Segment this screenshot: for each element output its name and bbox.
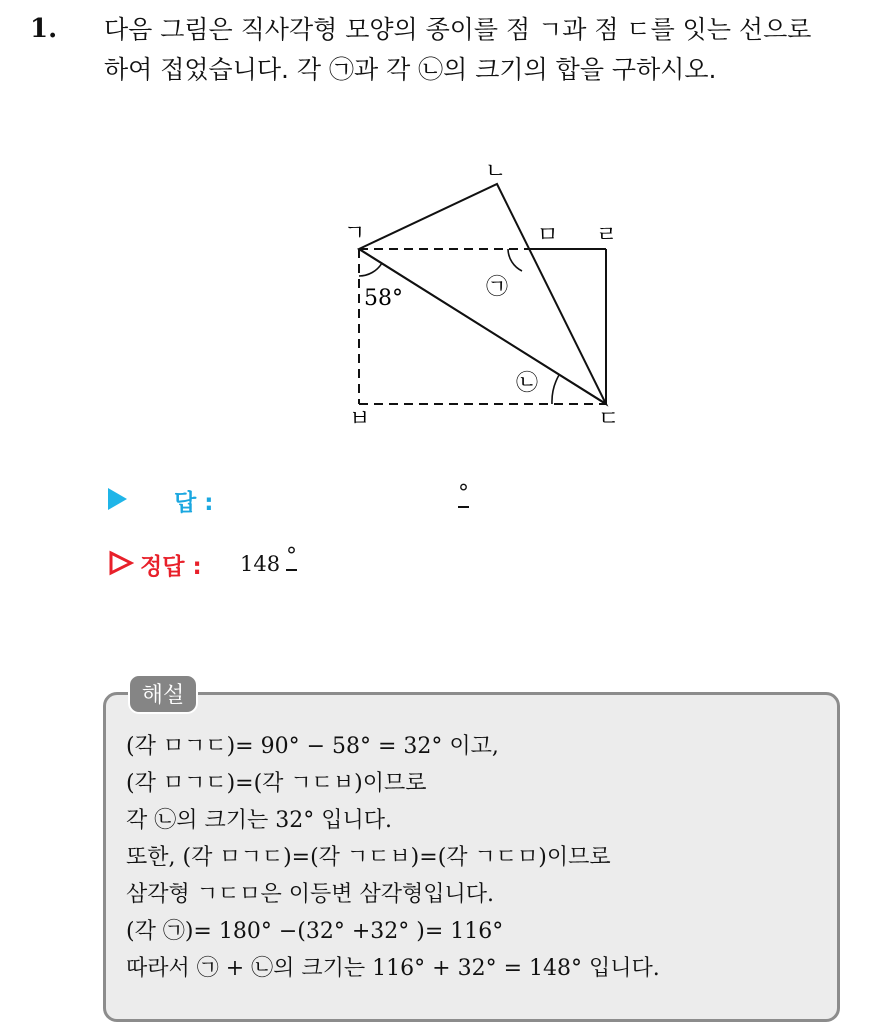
explanation-line: (각 ㅁㄱㄷ)= 90° − 58° = 32° 이고, xyxy=(126,734,499,759)
correct-arrow-icon xyxy=(108,550,134,576)
question-line: 하여 접었습니다. 각 ㉠과 각 ㉡의 크기의 합을 구하시오. xyxy=(104,55,717,84)
explanation-text xyxy=(126,728,826,987)
label-bottom-right: ㄷ xyxy=(598,407,620,432)
explanation-line: 또한, (각 ㅁㄱㄷ)=(각 ㄱㄷㅂ)=(각 ㄱㄷㅁ)이므로 xyxy=(126,845,611,870)
explanation-line: 따라서 ㉠ + ㉡의 크기는 116° + 32° = 148° 입니다. xyxy=(126,956,660,981)
explanation-line: (각 ㉠)= 180° −(32° +32° )= 116° xyxy=(126,919,504,944)
correct-unit: ° xyxy=(286,544,297,569)
label-left: ㄱ xyxy=(344,221,366,246)
answer-label: 답 : xyxy=(174,490,214,516)
answer-arrow-icon xyxy=(108,488,127,510)
fold-line xyxy=(359,249,606,404)
answer-unit[interactable]: ° xyxy=(458,481,469,506)
angle-b-label: ㉡ xyxy=(516,371,539,396)
answer-row xyxy=(108,481,608,516)
angle-b-arc xyxy=(552,375,559,404)
explanation-tab: 해설 xyxy=(128,674,198,714)
label-bottom-left: ㅂ xyxy=(349,407,371,432)
correct-answer-row xyxy=(108,544,608,580)
angle-a-arc xyxy=(508,249,522,271)
question-line: 다음 그림은 직사각형 모양의 종이를 점 ㄱ과 점 ㄷ를 잇는 선으로 xyxy=(104,15,812,44)
correct-label: 정답 : xyxy=(140,554,202,580)
correct-value: 148 xyxy=(240,552,281,576)
question-number: 1. xyxy=(30,14,58,44)
angle-a-label: ㉠ xyxy=(486,275,509,300)
explanation-line: (각 ㅁㄱㄷ)=(각 ㄱㄷㅂ)이므로 xyxy=(126,771,427,796)
label-right-top: ㄹ xyxy=(596,223,618,248)
folded-rectangle-figure xyxy=(0,0,884,460)
label-top: ㄴ xyxy=(485,159,507,184)
angle-58-arc xyxy=(359,263,382,276)
angle-58-label: 58° xyxy=(364,286,403,311)
explanation-line: 삼각형 ㄱㄷㅁ은 이등변 삼각형입니다. xyxy=(126,882,495,907)
explanation-line: 각 ㉡의 크기는 32° 입니다. xyxy=(126,808,392,833)
label-mid: ㅁ xyxy=(537,223,559,248)
